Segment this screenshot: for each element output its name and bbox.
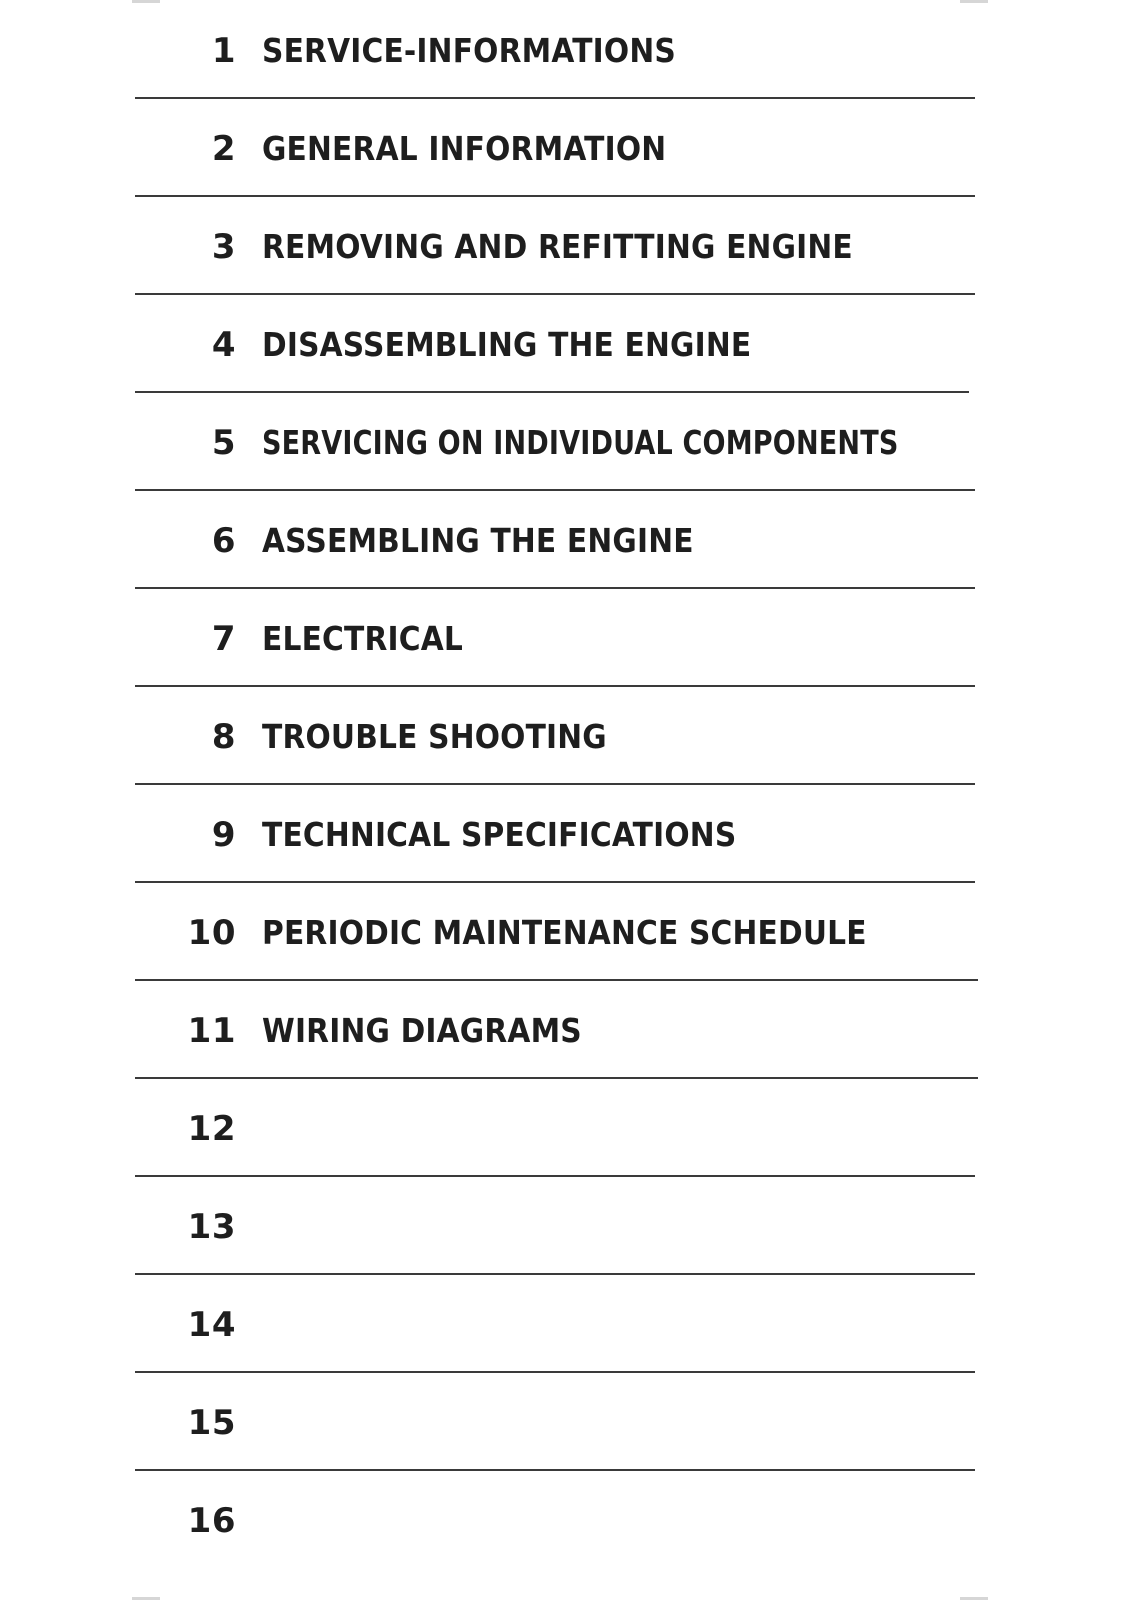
chapter-title: SERVICE-INFORMATIONS <box>262 31 676 70</box>
toc-entry-10[interactable] <box>0 882 1130 980</box>
chapter-number: 7 <box>211 619 236 659</box>
chapter-title: PERIODIC MAINTENANCE SCHEDULE <box>262 913 867 952</box>
toc-entry-2[interactable] <box>0 98 1130 196</box>
toc-entry-1[interactable] <box>0 0 1130 98</box>
toc-entry-11[interactable] <box>0 980 1130 1078</box>
chapter-title: REMOVING AND REFITTING ENGINE <box>262 227 853 266</box>
chapter-number: 2 <box>211 129 236 169</box>
chapter-number: 11 <box>187 1011 236 1051</box>
toc-entry-8[interactable] <box>0 686 1130 784</box>
chapter-number: 5 <box>211 423 236 463</box>
chapter-number: 3 <box>211 227 236 267</box>
chapter-title: DISASSEMBLING THE ENGINE <box>262 325 752 364</box>
chapter-number: 16 <box>187 1501 236 1541</box>
chapter-number: 10 <box>187 913 236 953</box>
toc-entry-13[interactable] <box>0 1176 1130 1274</box>
chapter-title: ELECTRICAL <box>262 619 463 658</box>
chapter-title: ASSEMBLING THE ENGINE <box>262 521 694 560</box>
chapter-number: 15 <box>187 1403 236 1443</box>
chapter-number: 9 <box>211 815 236 855</box>
chapter-number: 1 <box>211 31 236 71</box>
toc-entry-15[interactable] <box>0 1372 1130 1470</box>
chapter-number: 13 <box>187 1207 236 1247</box>
chapter-number: 8 <box>211 717 236 757</box>
chapter-number: 6 <box>211 521 236 561</box>
chapter-number: 12 <box>187 1109 236 1149</box>
chapter-number: 14 <box>187 1305 236 1345</box>
chapter-title: TECHNICAL SPECIFICATIONS <box>262 815 737 854</box>
toc-entry-6[interactable] <box>0 490 1130 588</box>
chapter-title: SERVICING ON INDIVIDUAL COMPONENTS <box>262 423 899 462</box>
toc-entry-9[interactable] <box>0 784 1130 882</box>
toc-entry-12[interactable] <box>0 1078 1130 1176</box>
toc-entry-16[interactable] <box>0 1470 1130 1568</box>
chapter-title: TROUBLE SHOOTING <box>262 717 607 756</box>
toc-entry-14[interactable] <box>0 1274 1130 1372</box>
chapter-title: WIRING DIAGRAMS <box>262 1011 582 1050</box>
toc-entry-5[interactable] <box>0 392 1130 490</box>
toc-entry-3[interactable] <box>0 196 1130 294</box>
toc-entry-7[interactable] <box>0 588 1130 686</box>
toc-entry-4[interactable] <box>0 294 1130 392</box>
chapter-title: GENERAL INFORMATION <box>262 129 667 168</box>
chapter-number: 4 <box>211 325 236 365</box>
